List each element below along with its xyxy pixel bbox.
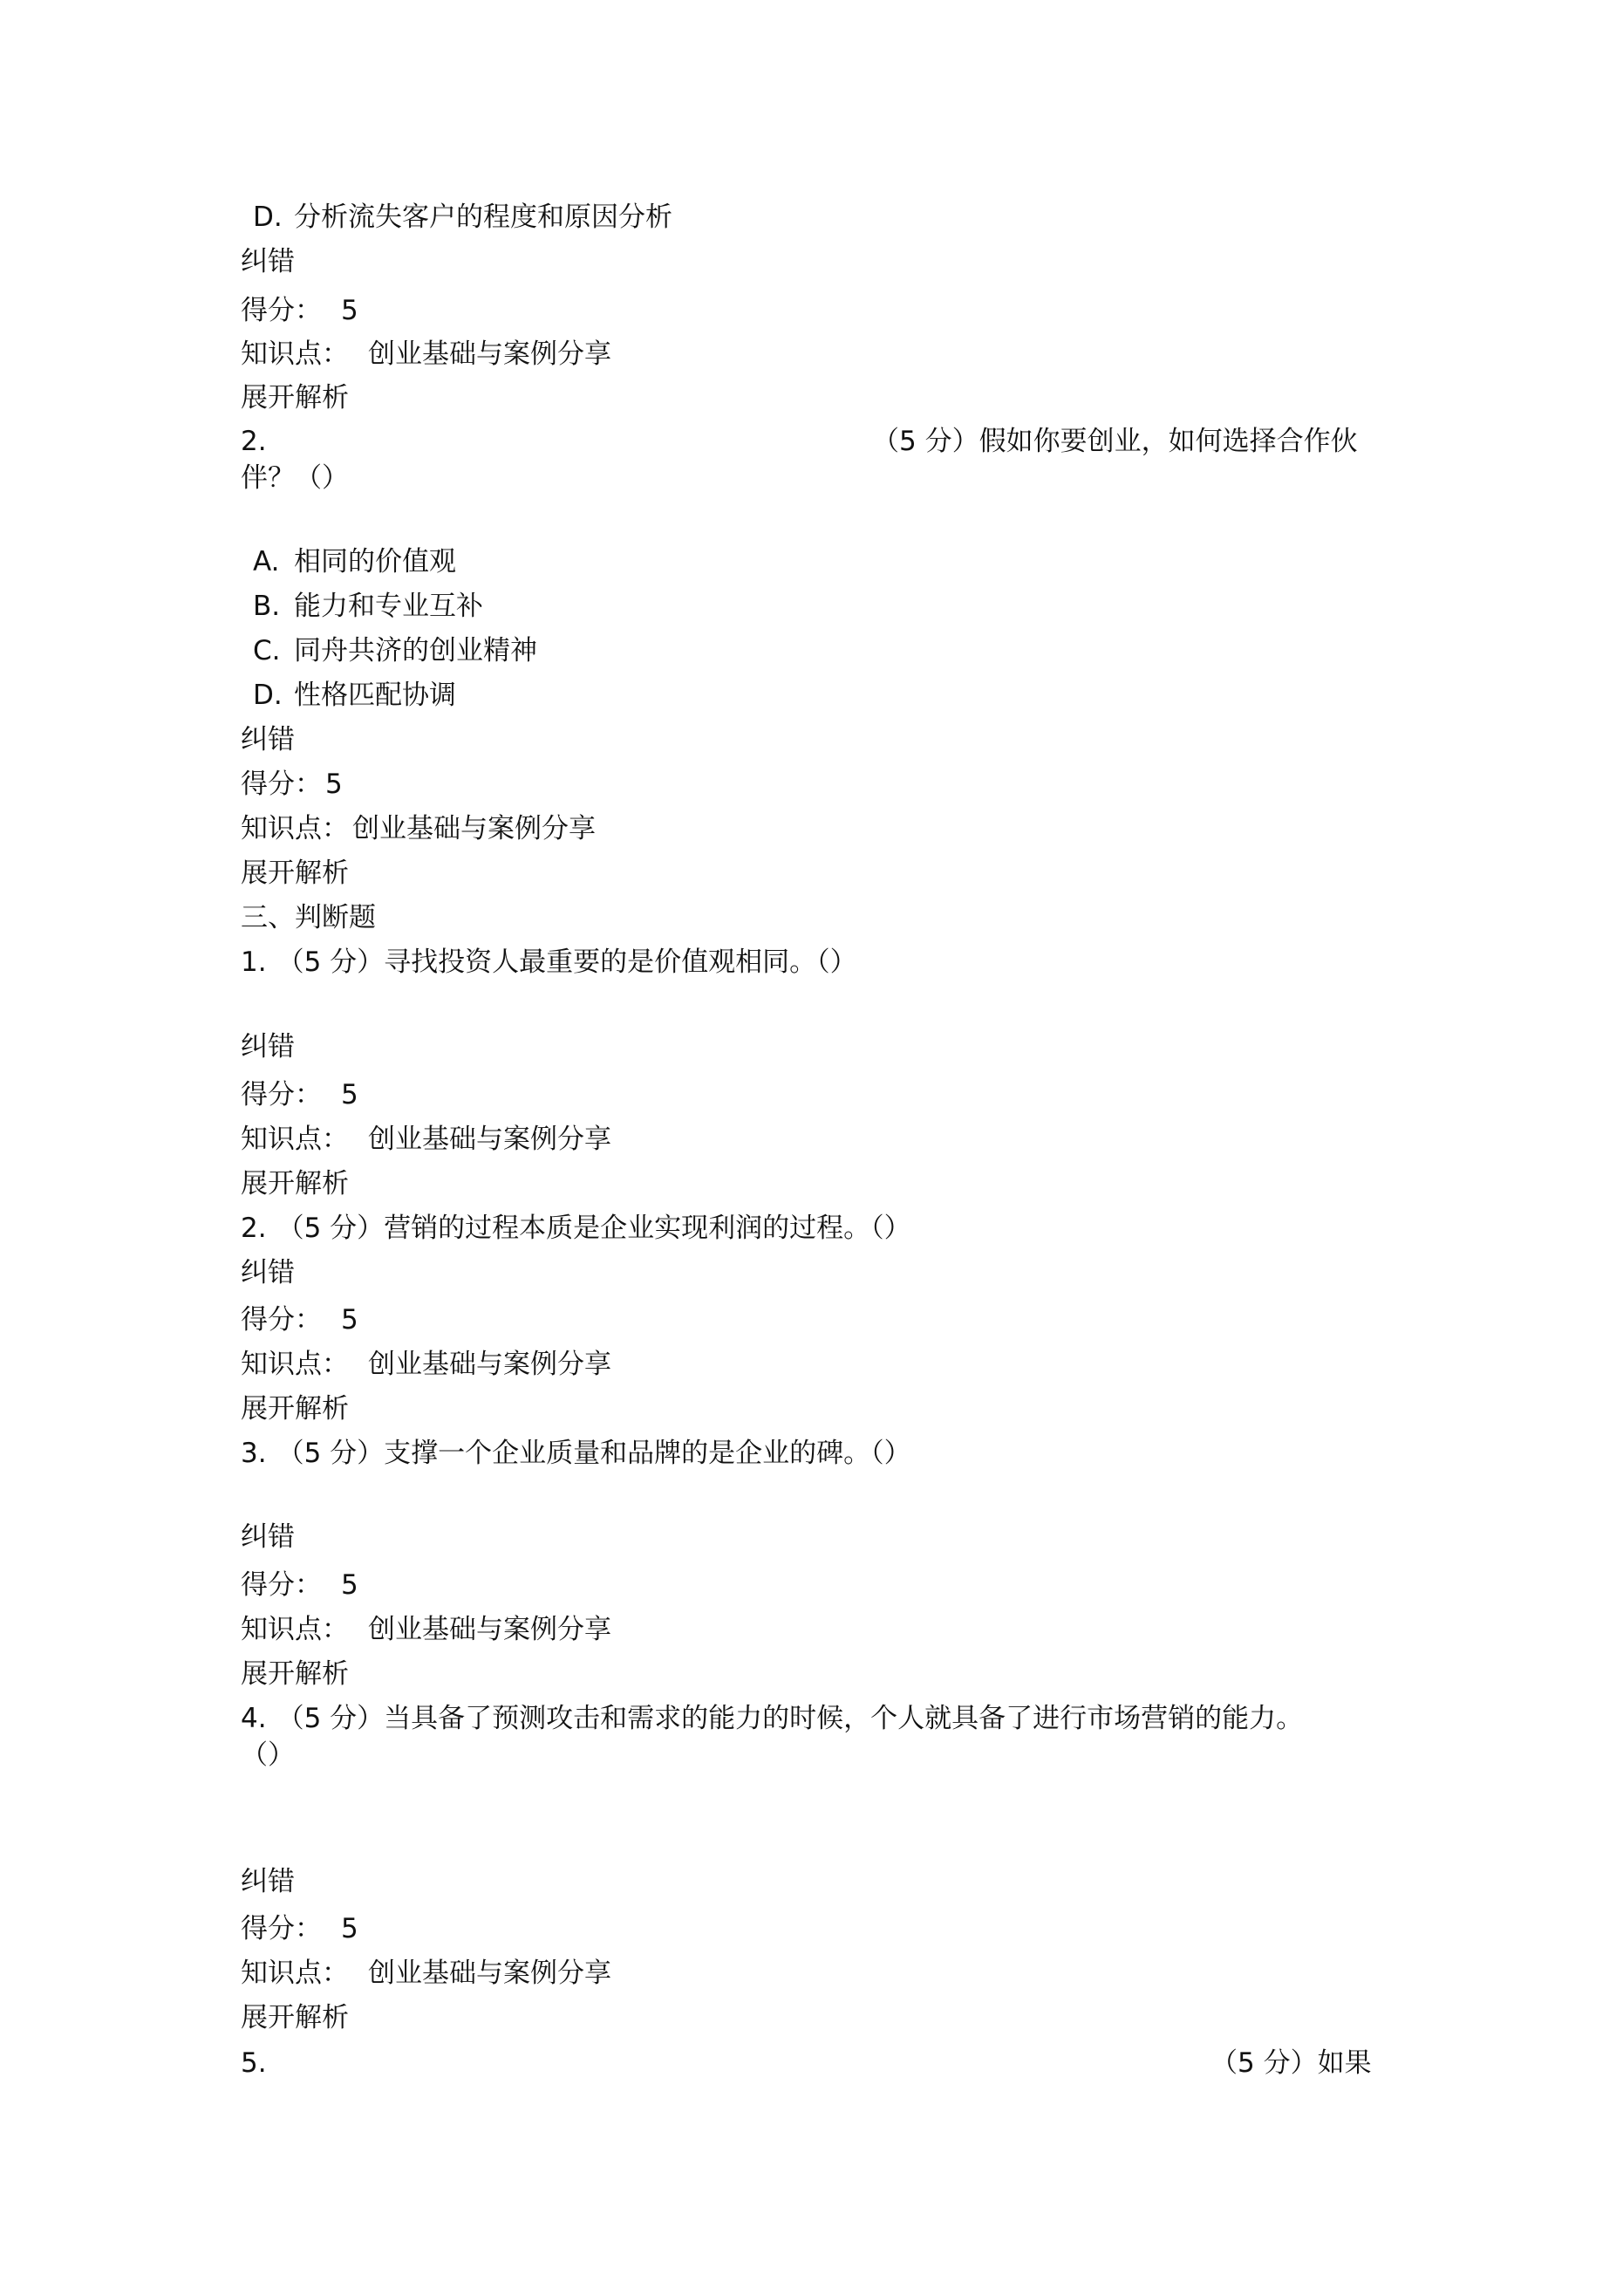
option-letter: D. — [253, 202, 283, 233]
expand-analysis-link[interactable]: 展开解析 — [241, 2002, 349, 2033]
question-number: 2. — [241, 426, 267, 457]
question-stem: （5 分）支撑一个企业质量和品牌的是企业的碑。（） — [276, 1438, 911, 1469]
kp-value: 创业基础与案例分享 — [368, 1614, 611, 1645]
question-number: 5. — [241, 2047, 267, 2079]
option-text: 能力和专业互补 — [294, 591, 483, 622]
question-stem: （5 分）假如你要创业，如何选择合作伙 — [872, 426, 1358, 457]
option-b — [253, 589, 483, 624]
option-letter: D. — [253, 680, 283, 711]
option-text: 分析流失客户的程度和原因分析 — [294, 202, 672, 233]
score-line — [241, 1077, 358, 1112]
kp-label: 知识点： — [241, 338, 349, 370]
score-value: 5 — [341, 1079, 358, 1110]
expand-analysis-link[interactable]: 展开解析 — [241, 858, 349, 889]
question-number: 3. — [241, 1438, 267, 1469]
option-d — [253, 678, 456, 713]
score-label: 得分： — [241, 1079, 322, 1110]
score-value: 5 — [341, 1913, 358, 1944]
score-label: 得分： — [241, 1569, 322, 1601]
knowledge-point-line — [241, 811, 596, 846]
knowledge-point-line — [241, 1122, 611, 1157]
correct-link[interactable]: 纠错 — [241, 1866, 295, 1897]
question-number: 4. — [241, 1703, 267, 1734]
score-label: 得分： — [241, 1913, 322, 1944]
score-line — [241, 1568, 358, 1602]
question-stem: （5 分）当具备了预测攻击和需求的能力的时候，个人就具备了进行市场营销的能力。 — [276, 1703, 1304, 1734]
kp-value: 创业基础与案例分享 — [368, 338, 611, 370]
kp-label: 知识点： — [241, 813, 349, 844]
option-letter: C. — [253, 635, 281, 666]
kp-label: 知识点： — [241, 1614, 349, 1645]
question-stem: （5 分）寻找投资人最重要的是价值观相同。（） — [276, 946, 857, 978]
question-stem-line — [241, 1436, 911, 1471]
question-number: 1. — [241, 946, 267, 978]
correct-link[interactable]: 纠错 — [241, 1521, 295, 1553]
score-value: 5 — [341, 1569, 358, 1601]
section-title: 三、判断题 — [241, 902, 376, 933]
kp-label: 知识点： — [241, 1124, 349, 1155]
expand-analysis-link[interactable]: 展开解析 — [241, 1168, 349, 1199]
option-text: 相同的价值观 — [294, 546, 456, 577]
option-a — [253, 544, 456, 579]
correct-link[interactable]: 纠错 — [241, 1031, 295, 1063]
score-line — [241, 1302, 358, 1337]
question-stem-line — [241, 1701, 1303, 1736]
score-line — [241, 1911, 358, 1946]
knowledge-point-line — [241, 1956, 611, 1991]
question-stem-line — [241, 1211, 911, 1246]
question-stem-line — [241, 945, 857, 980]
score-value: 5 — [341, 1304, 358, 1336]
kp-value: 创业基础与案例分享 — [368, 1958, 611, 1989]
score-line — [241, 293, 358, 328]
score-value: 5 — [341, 295, 358, 326]
question-stem: （5 分）如果 — [1210, 2047, 1372, 2079]
option-text: 同舟共济的创业精神 — [294, 635, 537, 666]
question-stem: （5 分）营销的过程本质是企业实现利润的过程。（） — [276, 1213, 911, 1244]
expand-analysis-link[interactable]: 展开解析 — [241, 382, 349, 413]
score-line — [241, 767, 343, 802]
option-c — [253, 633, 537, 668]
kp-label: 知识点： — [241, 1958, 349, 1989]
kp-value: 创业基础与案例分享 — [368, 1124, 611, 1155]
knowledge-point-line — [241, 1347, 611, 1382]
kp-value: 创业基础与案例分享 — [368, 1349, 611, 1380]
correct-link[interactable]: 纠错 — [241, 724, 295, 755]
score-value: 5 — [325, 769, 343, 800]
correct-link[interactable]: 纠错 — [241, 246, 295, 277]
score-label: 得分： — [241, 769, 322, 800]
option-letter: B. — [253, 591, 281, 622]
knowledge-point-line — [241, 337, 611, 372]
score-label: 得分： — [241, 295, 322, 326]
kp-label: 知识点： — [241, 1349, 349, 1380]
correct-link[interactable]: 纠错 — [241, 1257, 295, 1288]
option-letter: A. — [253, 546, 280, 577]
score-label: 得分： — [241, 1304, 322, 1336]
option-text: 性格匹配协调 — [294, 680, 456, 711]
question-stem-continued: 伴？（） — [241, 462, 349, 494]
expand-analysis-link[interactable]: 展开解析 — [241, 1658, 349, 1690]
question-number: 2. — [241, 1213, 267, 1244]
option-d — [253, 200, 672, 235]
expand-analysis-link[interactable]: 展开解析 — [241, 1393, 349, 1425]
kp-value: 创业基础与案例分享 — [352, 813, 596, 844]
question-stem-continued: （） — [241, 1739, 295, 1771]
knowledge-point-line — [241, 1612, 611, 1647]
